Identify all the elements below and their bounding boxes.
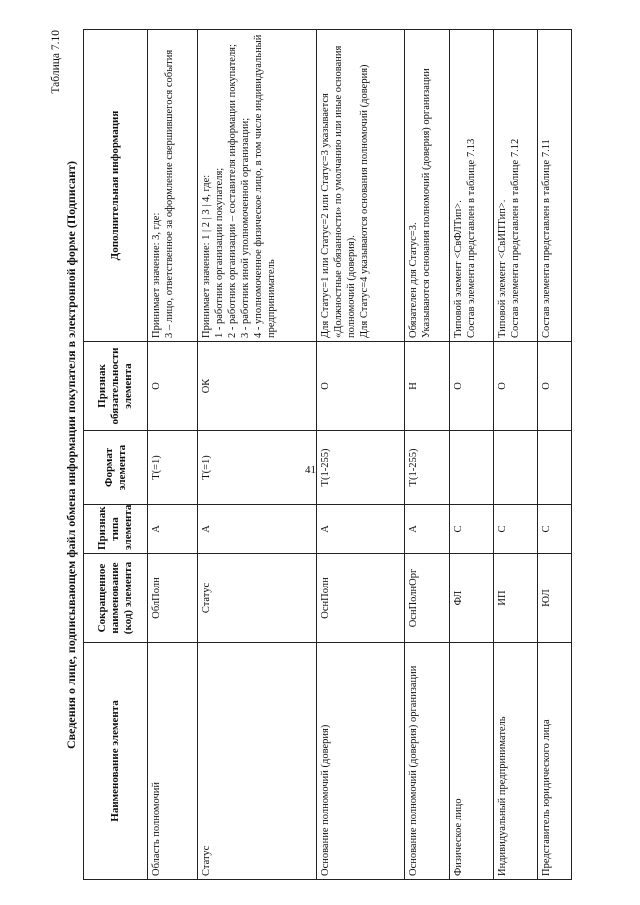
cell-info: [317, 30, 405, 342]
info-line: 2 - работник организации – составителя информации покупателя;: [227, 44, 238, 338]
table-row: [450, 30, 494, 880]
cell-code: Статус: [198, 554, 317, 643]
cell-name: Основание полномочий (доверия) организации: [405, 643, 450, 880]
cell-type: А: [317, 505, 405, 554]
cell-required: О: [450, 342, 494, 431]
info-line: Для Статус=4 указываются основания полномочий (доверия): [359, 64, 370, 338]
cell-required: О: [494, 342, 538, 431]
header-element-format: Формат элемента: [84, 431, 148, 505]
cell-required: О: [148, 342, 198, 431]
info-line: Состав элемента представлен в таблице 7.11: [541, 139, 552, 338]
cell-name: Статус: [198, 643, 317, 880]
cell-required: О: [538, 342, 572, 431]
cell-code: ЮЛ: [538, 554, 572, 643]
table-row: [317, 30, 405, 880]
table-header-row: [84, 30, 148, 880]
header-element-type: Признак типа элемента: [84, 505, 148, 554]
cell-code: ОблПолн: [148, 554, 198, 643]
cell-info: [198, 30, 317, 342]
page-number: 41: [305, 464, 316, 476]
elements-table: [83, 29, 572, 880]
cell-format: [450, 431, 494, 505]
header-element-required: Признак обязательности элемента: [84, 342, 148, 431]
info-line: 3 – лицо, ответственное за оформление свершившегося события: [164, 49, 175, 338]
header-element-name: Наименование элемента: [84, 643, 148, 880]
cell-name: Область полномочий: [148, 643, 198, 880]
info-line: Указываются основания полномочий (доверия) организации: [421, 68, 432, 338]
cell-info: [538, 30, 572, 342]
cell-info: [405, 30, 450, 342]
info-line: Принимает значение: 3, где:: [151, 212, 162, 338]
cell-name: Основание полномочий (доверия): [317, 643, 405, 880]
cell-type: С: [450, 505, 494, 554]
cell-type: А: [148, 505, 198, 554]
info-line: Типовой элемент <СвИПТип>.: [497, 199, 508, 338]
cell-format: T(=1): [198, 431, 317, 505]
cell-type: С: [538, 505, 572, 554]
header-additional-info: Дополнительная информация: [84, 30, 148, 342]
info-line: 3 - работник иной уполномоченной организации;: [240, 117, 251, 338]
table-label: Таблица 7.10: [50, 30, 62, 94]
cell-required: О: [317, 342, 405, 431]
cell-info: [494, 30, 538, 342]
info-line: Обязателен для Статус=3.: [408, 222, 419, 338]
cell-format: T(=1): [148, 431, 198, 505]
cell-code: ОснПолнОрг: [405, 554, 450, 643]
cell-required: Н: [405, 342, 450, 431]
table-row: [538, 30, 572, 880]
info-line: Состав элемента представлен в таблице 7.12: [510, 138, 521, 338]
cell-type: А: [198, 505, 317, 554]
cell-type: А: [405, 505, 450, 554]
info-line: Типовой элемент <СвФЛТип>.: [453, 200, 464, 338]
info-line: 4 - уполномоченное физическое лицо, в том числе индивидуальный предприниматель: [253, 34, 277, 338]
cell-required: ОК: [198, 342, 317, 431]
info-line: Состав элемента представлен в таблице 7.13: [466, 138, 477, 338]
cell-name: Индивидуальный предприниматель: [494, 643, 538, 880]
table-row: [494, 30, 538, 880]
header-element-code: Сокращенное наименование (код) элемента: [84, 554, 148, 643]
info-line: 1 - работник организации покупателя;: [214, 167, 225, 338]
cell-code: ФЛ: [450, 554, 494, 643]
cell-name: Представитель юридического лица: [538, 643, 572, 880]
cell-format: T(1-255): [317, 431, 405, 505]
table-row: [198, 30, 317, 880]
rotated-page-content: [52, 30, 612, 880]
table-title: Сведения о лице, подписывающем файл обмена информации покупателя в электронной форме (Подписант): [64, 161, 78, 749]
cell-code: ИП: [494, 554, 538, 643]
info-line: Принимает значение: 1 | 2 | 3 | 4, где:: [201, 174, 212, 338]
cell-format: T(1-255): [405, 431, 450, 505]
cell-code: ОснПолн: [317, 554, 405, 643]
cell-info: [148, 30, 198, 342]
table-row: [405, 30, 450, 880]
cell-format: [494, 431, 538, 505]
cell-format: [538, 431, 572, 505]
cell-name: Физическое лицо: [450, 643, 494, 880]
info-line: Для Статус=1 или Статус=2 или Статус=3 указывается «Должностные обязанности» по умолчанию или иные основания полномочий (доверия).: [320, 45, 357, 338]
table-row: [148, 30, 198, 880]
cell-type: С: [494, 505, 538, 554]
cell-info: [450, 30, 494, 342]
